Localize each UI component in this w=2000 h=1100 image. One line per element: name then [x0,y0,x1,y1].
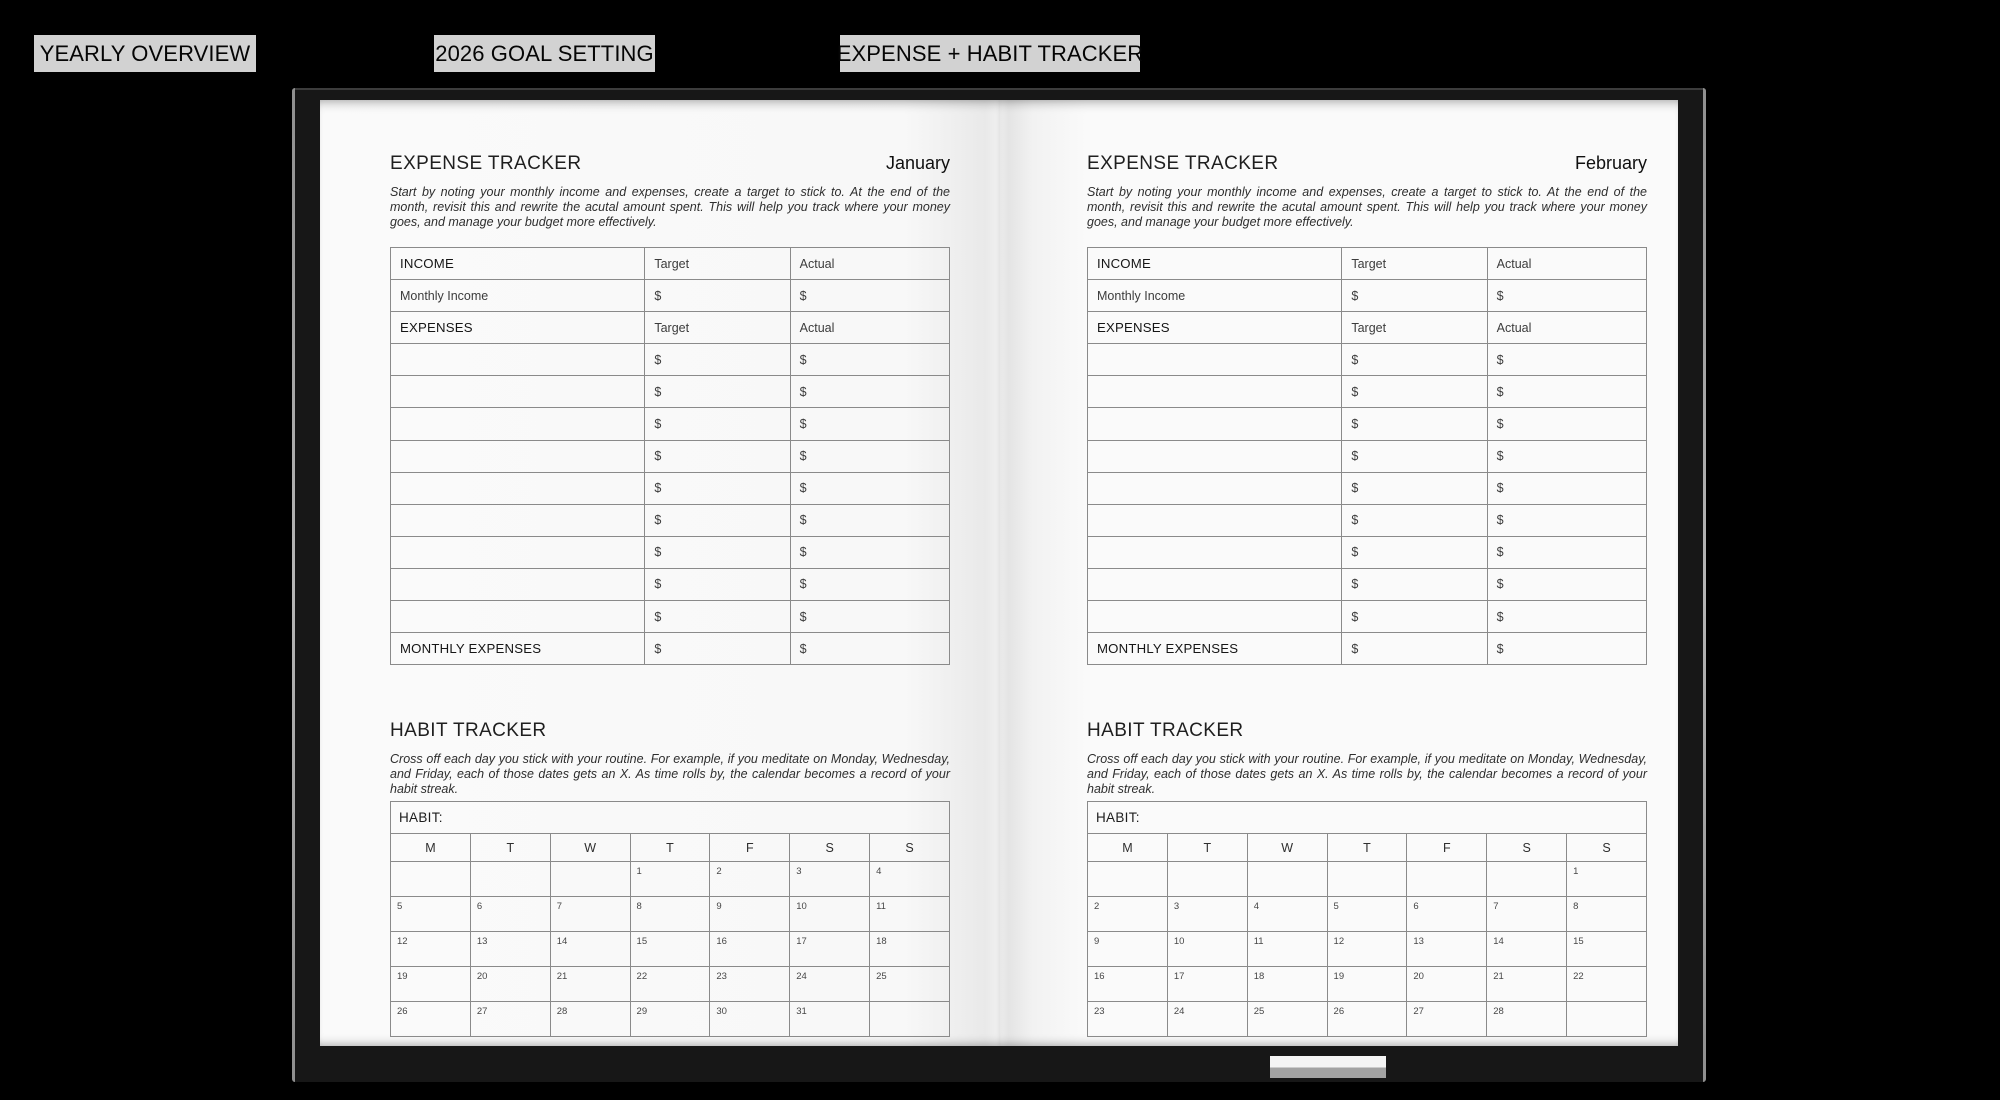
expense-blank-row [1088,472,1647,504]
page-edge-notch [1270,1056,1386,1078]
habit-tracker-header [390,720,950,742]
monthly-income-row-cell-1: $ [645,280,790,312]
day-cell-25: 25 [1247,1002,1327,1037]
day-cell-27: 27 [1407,1002,1487,1037]
day-cell-empty [550,862,630,897]
habit-table [390,801,950,1037]
day-cell-22: 22 [630,967,710,1002]
expense-blank-row-cell-2: $ [1487,504,1646,536]
week-row-3 [391,967,950,1002]
expense-blank-row-cell-0 [391,408,645,440]
monthly-income-row-cell-2: $ [790,280,949,312]
monthly-expenses-row-cell-1: $ [645,633,790,665]
page-january-content [390,100,950,1046]
day-cell-2: 2 [710,862,790,897]
day-cell-empty [470,862,550,897]
day-cell-empty [391,862,471,897]
expense-blank-row [391,376,950,408]
income-header-row [391,248,950,280]
monthly-expenses-row [1088,633,1647,665]
day-cell-5: 5 [391,897,471,932]
day-header-cell-3: T [630,834,710,862]
expense-blank-row [391,601,950,633]
expense-tracker-header [1087,153,1647,175]
day-cell-18: 18 [870,932,950,967]
day-cell-5: 5 [1327,897,1407,932]
expense-blank-row-cell-0 [391,472,645,504]
habit-tracker-description: Cross off each day you stick with your routine. For example, if you meditate on Monday, Wednesday, and Friday, each of those dates gets an X. As time rolls by, the calendar becomes a record of your habit streak. [1087,752,1647,796]
week-row-1 [391,897,950,932]
week-row-0 [1088,862,1647,897]
expense-blank-row-cell-0 [1088,568,1342,600]
day-cell-11: 11 [870,897,950,932]
day-header-row [1088,834,1647,862]
day-cell-20: 20 [470,967,550,1002]
day-cell-15: 15 [1567,932,1647,967]
day-header-cell-4: F [1407,834,1487,862]
expense-blank-row-cell-2: $ [790,472,949,504]
expense-tracker-header [390,153,950,175]
day-cell-28: 28 [550,1002,630,1037]
expense-blank-row [391,344,950,376]
expenses-header-row-cell-2: Actual [790,312,949,344]
expense-blank-row-cell-0 [1088,376,1342,408]
expense-blank-row-cell-1: $ [1342,344,1487,376]
expense-blank-row [391,504,950,536]
day-header-cell-3: T [1327,834,1407,862]
expense-tracker-title: EXPENSE TRACKER [390,153,582,174]
expense-blank-row-cell-0 [1088,472,1342,504]
expense-blank-row-cell-0 [391,440,645,472]
monthly-income-row-cell-0: Monthly Income [1088,280,1342,312]
expense-blank-row-cell-1: $ [1342,408,1487,440]
week-row-4 [391,1002,950,1037]
week-row-0 [391,862,950,897]
income-header-row [1088,248,1647,280]
habit-label-cell: HABIT: [391,802,950,834]
day-cell-22: 22 [1567,967,1647,1002]
day-cell-18: 18 [1247,967,1327,1002]
day-cell-10: 10 [1167,932,1247,967]
month-label: February [1574,153,1647,173]
day-cell-4: 4 [870,862,950,897]
expense-blank-row-cell-2: $ [1487,472,1646,504]
expense-blank-row [391,536,950,568]
day-header-cell-1: T [470,834,550,862]
week-row-2 [391,932,950,967]
income-header-row-cell-1: Target [645,248,790,280]
day-cell-17: 17 [1167,967,1247,1002]
expense-table [390,247,950,665]
week-row-4 [1088,1002,1647,1037]
income-header-row-cell-2: Actual [790,248,949,280]
tab-yearly-overview[interactable]: YEARLY OVERVIEW [34,35,256,72]
expense-blank-row-cell-0 [391,568,645,600]
expense-tracker-description: Start by noting your monthly income and expenses, create a target to stick to. At the end of the month, revisit this and rewrite the acutal amount spent. This will help you track where your money goes, and manage your budget more effectively. [390,185,950,229]
day-cell-10: 10 [790,897,870,932]
monthly-income-row-cell-2: $ [1487,280,1646,312]
habit-label-row [391,802,950,834]
day-header-cell-4: F [710,834,790,862]
day-cell-25: 25 [870,967,950,1002]
habit-tracker-description: Cross off each day you stick with your routine. For example, if you meditate on Monday, Wednesday, and Friday, each of those dates gets an X. As time rolls by, the calendar becomes a record of your habit streak. [390,752,950,796]
day-cell-empty [1327,862,1407,897]
day-cell-14: 14 [1487,932,1567,967]
day-header-cell-5: S [790,834,870,862]
expense-blank-row-cell-1: $ [645,601,790,633]
tab-expense-habit-tracker[interactable]: EXPENSE + HABIT TRACKER [840,35,1140,72]
month-label: January [885,153,950,173]
day-header-cell-6: S [1567,834,1647,862]
day-cell-29: 29 [630,1002,710,1037]
day-cell-13: 13 [1407,932,1487,967]
expense-blank-row [1088,440,1647,472]
expense-blank-row-cell-2: $ [1487,376,1646,408]
monthly-income-row [391,280,950,312]
monthly-expenses-row-cell-2: $ [790,633,949,665]
day-cell-15: 15 [630,932,710,967]
expense-blank-row [391,568,950,600]
day-cell-20: 20 [1407,967,1487,1002]
day-cell-9: 9 [710,897,790,932]
day-cell-3: 3 [1167,897,1247,932]
day-cell-empty [870,1002,950,1037]
day-cell-8: 8 [630,897,710,932]
day-cell-empty [1167,862,1247,897]
day-cell-12: 12 [391,932,471,967]
expense-blank-row-cell-1: $ [1342,601,1487,633]
day-cell-8: 8 [1567,897,1647,932]
expense-blank-row-cell-0 [1088,440,1342,472]
day-cell-21: 21 [550,967,630,1002]
expense-blank-row-cell-1: $ [645,408,790,440]
day-cell-19: 19 [391,967,471,1002]
day-header-cell-0: M [391,834,471,862]
expense-blank-row-cell-0 [391,601,645,633]
monthly-expenses-row-cell-1: $ [1342,633,1487,665]
habit-table [1087,801,1647,1037]
habit-label-row [1088,802,1647,834]
page-february-content [1087,100,1647,1046]
expense-blank-row [391,472,950,504]
day-cell-30: 30 [710,1002,790,1037]
expense-blank-row-cell-2: $ [790,440,949,472]
day-cell-26: 26 [1327,1002,1407,1037]
habit-tracker-header [1087,720,1647,742]
day-cell-31: 31 [790,1002,870,1037]
day-cell-24: 24 [790,967,870,1002]
day-cell-empty [1407,862,1487,897]
expense-blank-row-cell-1: $ [1342,536,1487,568]
day-header-cell-2: W [1247,834,1327,862]
expenses-header-row-cell-0: EXPENSES [1088,312,1342,344]
expense-blank-row-cell-0 [1088,408,1342,440]
income-header-row-cell-2: Actual [1487,248,1646,280]
day-header-row [391,834,950,862]
page-january [320,100,999,1046]
income-header-row-cell-0: INCOME [391,248,645,280]
expense-blank-row-cell-2: $ [1487,568,1646,600]
expense-blank-row-cell-0 [391,376,645,408]
day-header-cell-0: M [1088,834,1168,862]
week-row-2 [1088,932,1647,967]
day-cell-16: 16 [1088,967,1168,1002]
expense-blank-row-cell-0 [391,536,645,568]
expense-blank-row-cell-2: $ [1487,440,1646,472]
expenses-header-row [391,312,950,344]
expense-blank-row-cell-1: $ [645,376,790,408]
book-cover-right-edge [1703,88,1706,1082]
expenses-header-row-cell-1: Target [645,312,790,344]
expense-blank-row-cell-2: $ [790,344,949,376]
expense-blank-row [1088,568,1647,600]
income-header-row-cell-0: INCOME [1088,248,1342,280]
day-header-cell-6: S [870,834,950,862]
expense-blank-row-cell-2: $ [1487,408,1646,440]
day-cell-16: 16 [710,932,790,967]
expense-blank-row [1088,504,1647,536]
expense-blank-row-cell-1: $ [1342,440,1487,472]
expense-blank-row-cell-2: $ [790,408,949,440]
expense-blank-row-cell-0 [1088,601,1342,633]
expense-blank-row-cell-0 [391,344,645,376]
day-cell-1: 1 [630,862,710,897]
income-header-row-cell-1: Target [1342,248,1487,280]
book-cover-left-edge [292,88,295,1082]
expense-blank-row-cell-2: $ [1487,344,1646,376]
monthly-income-row-cell-0: Monthly Income [391,280,645,312]
day-cell-23: 23 [710,967,790,1002]
day-cell-13: 13 [470,932,550,967]
expense-blank-row-cell-1: $ [1342,472,1487,504]
day-cell-6: 6 [470,897,550,932]
monthly-expenses-row-cell-0: MONTHLY EXPENSES [391,633,645,665]
day-cell-2: 2 [1088,897,1168,932]
expense-blank-row-cell-2: $ [790,536,949,568]
expense-blank-row [391,440,950,472]
expense-blank-row-cell-2: $ [790,568,949,600]
expense-blank-row [1088,408,1647,440]
day-cell-empty [1567,1002,1647,1037]
expense-tracker-description: Start by noting your monthly income and expenses, create a target to stick to. At the end of the month, revisit this and rewrite the acutal amount spent. This will help you track where your money goes, and manage your budget more effectively. [1087,185,1647,229]
day-cell-17: 17 [790,932,870,967]
expense-blank-row-cell-1: $ [645,440,790,472]
day-cell-6: 6 [1407,897,1487,932]
day-header-cell-5: S [1487,834,1567,862]
expense-blank-row-cell-1: $ [1342,504,1487,536]
expenses-header-row [1088,312,1647,344]
day-cell-7: 7 [550,897,630,932]
day-cell-1: 1 [1567,862,1647,897]
expense-blank-row-cell-1: $ [645,568,790,600]
planner-book [292,88,1706,1082]
monthly-expenses-row-cell-0: MONTHLY EXPENSES [1088,633,1342,665]
expense-blank-row-cell-0 [1088,504,1342,536]
expense-blank-row-cell-0 [1088,536,1342,568]
expense-blank-row-cell-2: $ [790,504,949,536]
expense-blank-row-cell-2: $ [790,601,949,633]
day-cell-26: 26 [391,1002,471,1037]
day-cell-27: 27 [470,1002,550,1037]
expense-blank-row-cell-1: $ [645,536,790,568]
day-cell-19: 19 [1327,967,1407,1002]
day-cell-12: 12 [1327,932,1407,967]
expense-blank-row-cell-0 [391,504,645,536]
expense-blank-row [391,408,950,440]
day-header-cell-2: W [550,834,630,862]
day-cell-empty [1088,862,1168,897]
expenses-header-row-cell-2: Actual [1487,312,1646,344]
day-cell-11: 11 [1247,932,1327,967]
day-cell-4: 4 [1247,897,1327,932]
tab-2026-goal-setting[interactable]: 2026 GOAL SETTING [434,35,655,72]
week-row-3 [1088,967,1647,1002]
week-row-1 [1088,897,1647,932]
day-cell-21: 21 [1487,967,1567,1002]
habit-tracker-title: HABIT TRACKER [390,720,547,741]
expense-blank-row-cell-1: $ [645,504,790,536]
expense-blank-row-cell-1: $ [645,344,790,376]
expense-blank-row-cell-0 [1088,344,1342,376]
day-cell-23: 23 [1088,1002,1168,1037]
expense-blank-row-cell-2: $ [790,376,949,408]
day-cell-28: 28 [1487,1002,1567,1037]
monthly-income-row [1088,280,1647,312]
day-cell-7: 7 [1487,897,1567,932]
expenses-header-row-cell-1: Target [1342,312,1487,344]
monthly-income-row-cell-1: $ [1342,280,1487,312]
day-cell-9: 9 [1088,932,1168,967]
page-february [999,100,1678,1046]
expense-blank-row [1088,376,1647,408]
book-pages [320,100,1678,1046]
expense-blank-row [1088,344,1647,376]
expense-blank-row-cell-1: $ [1342,376,1487,408]
day-cell-3: 3 [790,862,870,897]
expense-blank-row-cell-2: $ [1487,536,1646,568]
expense-blank-row-cell-2: $ [1487,601,1646,633]
day-cell-24: 24 [1167,1002,1247,1037]
expense-blank-row-cell-1: $ [645,472,790,504]
monthly-expenses-row-cell-2: $ [1487,633,1646,665]
habit-label-cell: HABIT: [1088,802,1647,834]
expense-blank-row [1088,536,1647,568]
habit-tracker-title: HABIT TRACKER [1087,720,1244,741]
expenses-header-row-cell-0: EXPENSES [391,312,645,344]
expense-table [1087,247,1647,665]
day-cell-empty [1247,862,1327,897]
expense-blank-row-cell-1: $ [1342,568,1487,600]
day-header-cell-1: T [1167,834,1247,862]
expense-blank-row [1088,601,1647,633]
expense-tracker-title: EXPENSE TRACKER [1087,153,1279,174]
day-cell-empty [1487,862,1567,897]
monthly-expenses-row [391,633,950,665]
day-cell-14: 14 [550,932,630,967]
